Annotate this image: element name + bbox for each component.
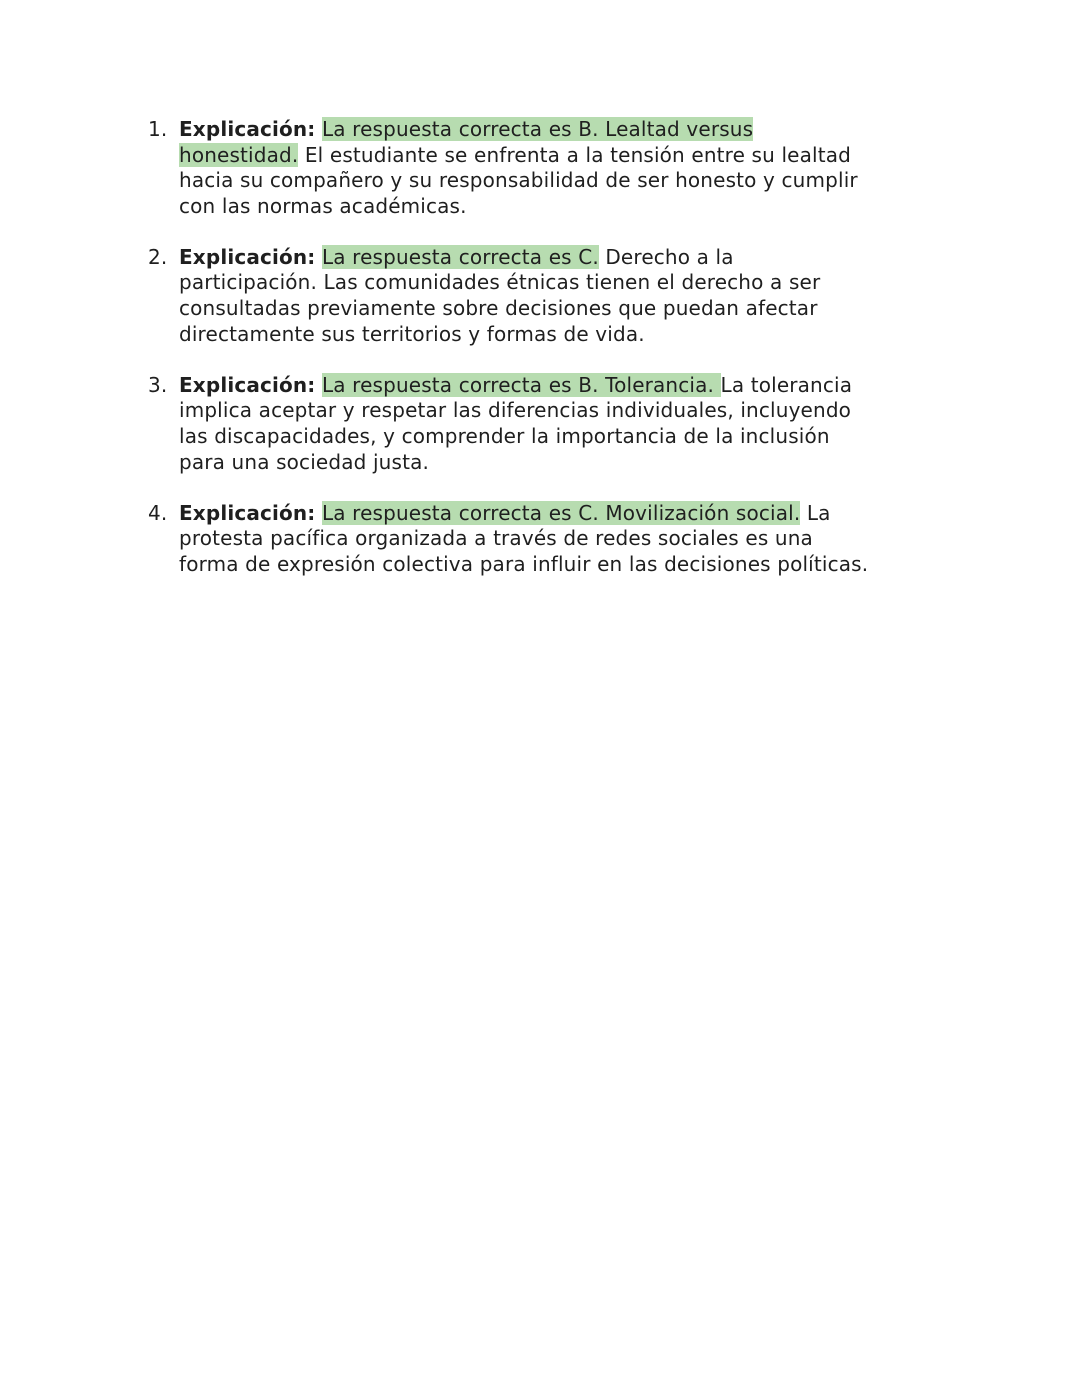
explanation-text: La protesta pacífica organizada a través de redes sociales es una forma de expresión colectiva para influir en las decisiones políticas. <box>179 500 869 576</box>
explanation-label: Explicación: <box>179 117 316 141</box>
highlighted-answer: La respuesta correcta es C. Movilización social. <box>321 500 801 525</box>
explanation-text: El estudiante se enfrenta a la tensión entre su lealtad hacia su compañero y su responsabilidad de ser honesto y cumplir con las normas académicas. <box>179 142 858 218</box>
item-number: 2. <box>148 244 168 269</box>
list-item <box>148 501 878 578</box>
explanation-text: Derecho a la participación. Las comunidades étnicas tienen el derecho a ser consultadas previamente sobre decisiones que puedan afectar directamente sus territorios y formas de vida. <box>179 244 821 346</box>
highlighted-answer: La respuesta correcta es B. Lealtad versus honestidad. <box>179 117 754 167</box>
list-item <box>148 245 878 347</box>
explanation-text: La tolerancia implica aceptar y respetar las diferencias individuales, incluyendo las discapacidades, y comprender la importancia de la inclusión para una sociedad justa. <box>179 372 853 474</box>
item-number: 3. <box>148 372 168 397</box>
explanation-label: Explicación: <box>179 500 316 525</box>
list-item <box>148 117 878 219</box>
list-item <box>148 373 878 475</box>
explanation-label: Explicación: <box>179 244 316 269</box>
highlighted-answer: La respuesta correcta es B. Tolerancia. <box>321 372 721 397</box>
answer-list <box>148 117 878 603</box>
explanation-label: Explicación: <box>179 372 316 397</box>
item-number: 4. <box>148 500 168 525</box>
highlighted-answer: La respuesta correcta es C. <box>321 244 599 269</box>
item-number: 1. <box>148 117 168 141</box>
